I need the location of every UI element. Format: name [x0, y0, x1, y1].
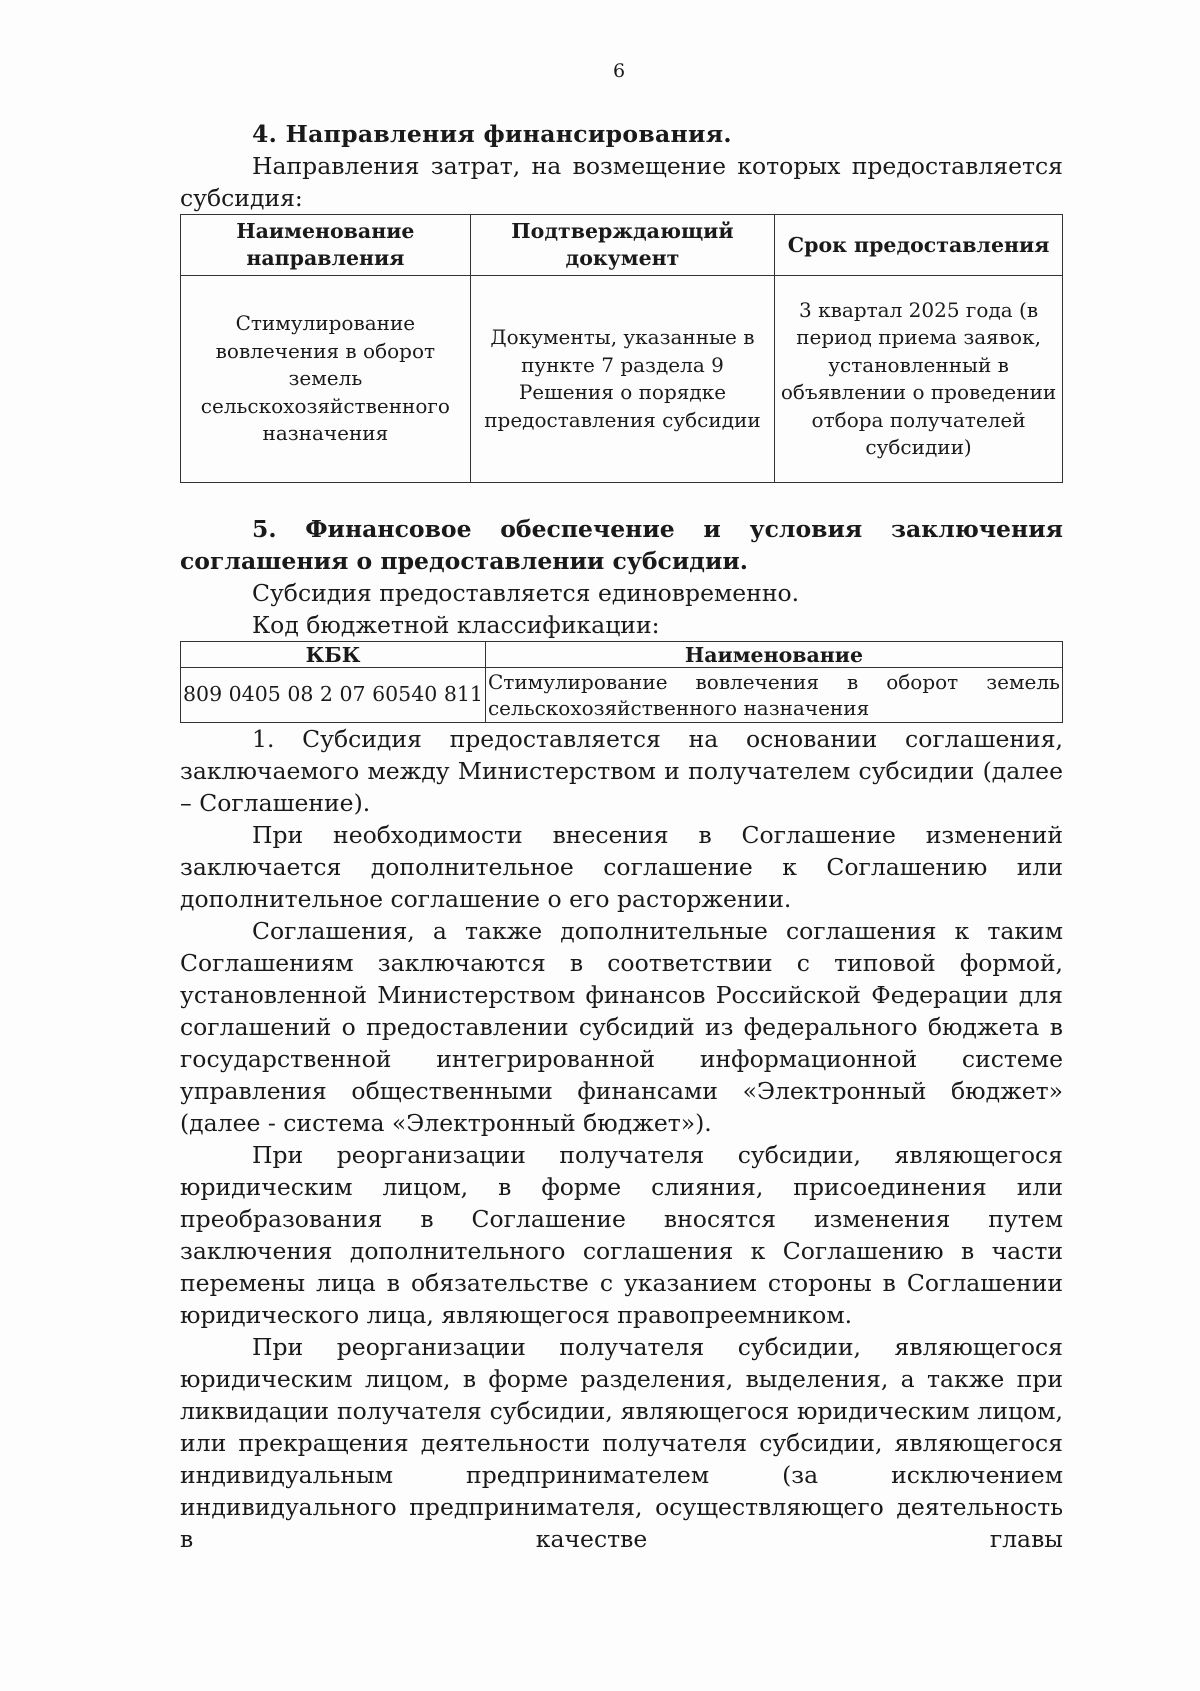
- kbk-name-word: в: [846, 670, 859, 694]
- table-row: [181, 668, 1063, 723]
- paragraph-amendments: При необходимости внесения в Соглашение изменений заключается дополнительное соглашение к Соглашению или дополнительное соглашение о его расторжении.: [180, 821, 1063, 913]
- header-direction: Наименование направления: [181, 215, 471, 276]
- directions-table-header: [181, 215, 1063, 276]
- cell-document: Документы, указанные в пункте 7 раздела 9 Решения о порядке предоставления субсидии: [470, 276, 774, 483]
- paragraph-agreement: 1. Субсидия предоставляется на основании соглашения, заключаемого между Министерством и получателем субсидии (далее – Соглашение).: [180, 725, 1063, 817]
- kbk-name-line-2: сельскохозяйственного назначения: [487, 696, 870, 720]
- section-5-heading: 5. Финансовое обеспечение и условия заключения соглашения о предоставлении субсидии.: [180, 515, 1063, 575]
- paragraph-reorganization-merger: При реорганизации получателя субсидии, являющегося юридическим лицом, в форме слияния, присоединения или преобразования в Соглашение вносятся изменения путем заключения дополнительного соглашения к Соглашению в части перемены лица в обязательстве с указанием стороны в Соглашении юридического лица, являющегося правопреемником.: [180, 1141, 1063, 1329]
- section-4-intro: Направления затрат, на возмещение которых предоставляется: [252, 152, 1063, 180]
- section-4-heading: 4. Направления финансирования.: [252, 120, 732, 148]
- cell-kbk-code: 809 0405 08 2 07 60540 811: [181, 668, 486, 723]
- section-4-intro-continued: субсидия:: [180, 184, 303, 212]
- page-number: 6: [612, 60, 626, 82]
- kbk-name-word: вовлечения: [695, 670, 819, 694]
- table-row: [181, 276, 1063, 483]
- directions-table: [180, 214, 1063, 483]
- paragraph-standard-form: Соглашения, а также дополнительные соглашения к таким Соглашениям заключаются в соответствии с типовой формой, установленной Министерством финансов Российской Федерации для соглашений о предоставлении субсидий из федерального бюджета в государственной интегрированной информационной системе управления общественными финансами «Электронный бюджет» (далее - система «Электронный бюджет»).: [180, 917, 1063, 1137]
- cell-direction: Стимулирование вовлечения в оборот земель сельскохозяйственного назначения: [181, 276, 471, 483]
- header-period: Срок предоставления: [775, 215, 1063, 276]
- kbk-name-word: оборот: [886, 670, 959, 694]
- paragraph-once: Субсидия предоставляется единовременно.: [252, 579, 800, 607]
- paragraph-kbk-label: Код бюджетной классификации:: [252, 611, 660, 639]
- header-name: Наименование: [485, 642, 1062, 668]
- document-body: [180, 118, 1063, 1555]
- header-document: Подтверждающий документ: [470, 215, 774, 276]
- header-kbk: КБК: [181, 642, 486, 668]
- paragraph-reorganization-division: При реорганизации получателя субсидии, являющегося юридическим лицом, в форме разделения, выделения, а также при ликвидации получателя субсидии, являющегося юридическим лицом, или прекращения деятельности получателя субсидии, являющегося индивидуальным предпринимателем (за исключением индивидуального предпринимателя, осуществляющего деятельность в качестве главы: [180, 1333, 1063, 1553]
- kbk-name-word: Стимулирование: [487, 670, 668, 694]
- cell-kbk-name: [485, 668, 1062, 723]
- kbk-name-word: земель: [986, 670, 1060, 694]
- kbk-name-line-1: [488, 669, 1060, 695]
- cell-period: 3 квартал 2025 года (в период приема заявок, установленный в объявлении о проведении отбора получателей субсидии): [775, 276, 1063, 483]
- kbk-table-header: [181, 642, 1063, 668]
- kbk-table: [180, 641, 1063, 723]
